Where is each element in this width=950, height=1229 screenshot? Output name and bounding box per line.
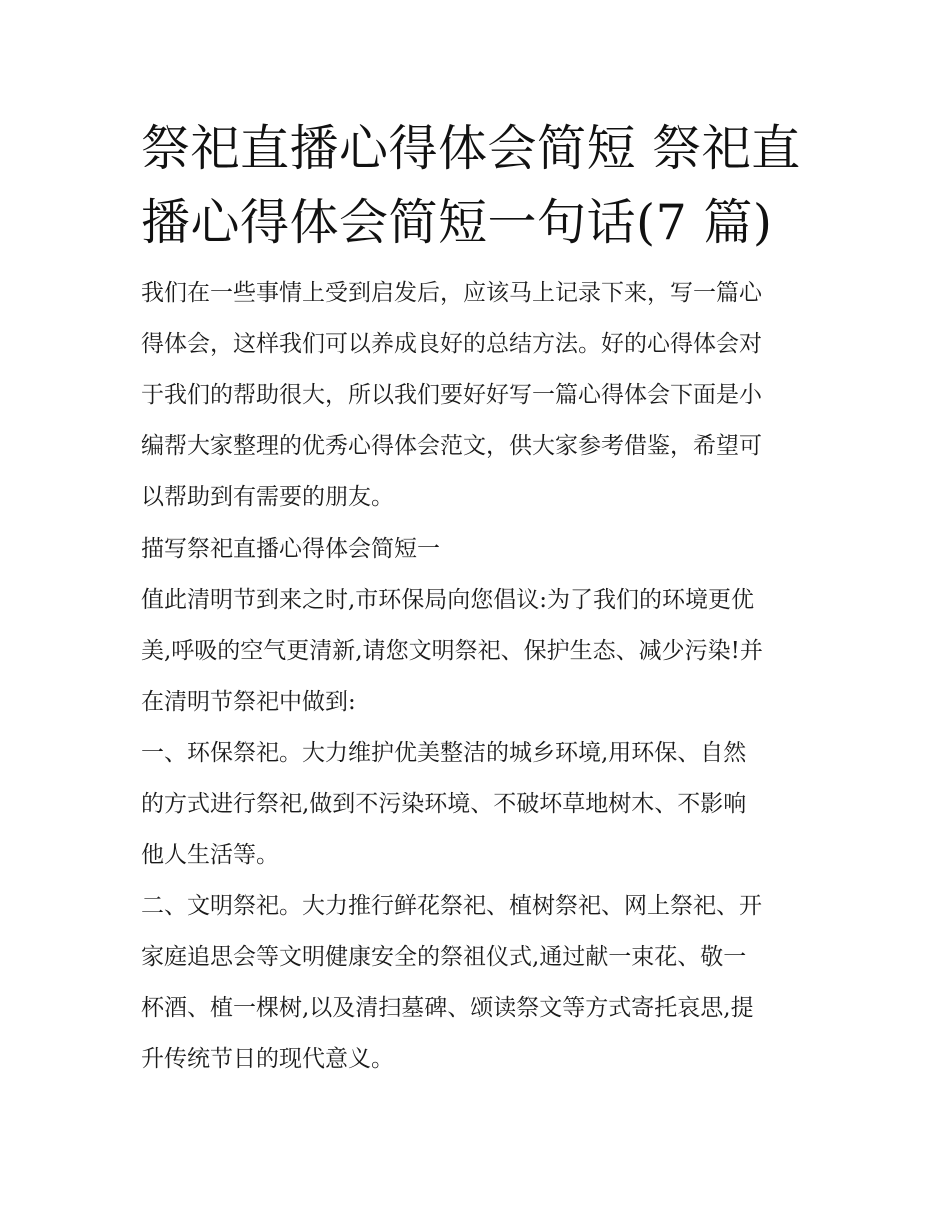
text-line: 在清明节祭祀中做到:: [141, 689, 356, 715]
text-line: 编帮大家整理的优秀心得体会范文，供大家参考借鉴，希望可: [141, 433, 762, 459]
text-line: 美,呼吸的空气更清新,请您文明祭祀、保护生态、减少污染!并: [141, 638, 763, 664]
text-line: 家庭追思会等文明健康安全的祭祖仪式,通过献一束花、敬一: [141, 944, 747, 970]
text-line: 一、环保祭祀。大力维护优美整洁的城乡环境,用环保、自然: [141, 740, 747, 766]
text-line: 二、文明祭祀。大力推行鲜花祭祀、植树祭祀、网上祭祀、开: [141, 893, 762, 919]
proposal-paragraph: [141, 575, 813, 728]
title-line-1: 祭祀直播心得体会简短 祭祀直: [141, 120, 801, 177]
document-page: [141, 112, 813, 1085]
text-line: 的方式进行祭祀,做到不污染环境、不破坏草地树木、不影响: [141, 791, 747, 817]
text-line: 以帮助到有需要的朋友。: [141, 484, 394, 510]
text-line: 我们在一些事情上受到启发后，应该马上记录下来，写一篇心: [141, 280, 762, 306]
text-line: 升传统节日的现代意义。: [141, 1046, 394, 1072]
title-line-2: 播心得体会简短一句话(7 篇): [141, 194, 773, 251]
document-body: [141, 268, 813, 1085]
section-heading: [141, 523, 813, 575]
text-line: 值此清明节到来之时,市环保局向您倡议:为了我们的环境更优: [141, 587, 755, 613]
text-line: 描写祭祀直播心得体会简短一: [141, 536, 440, 562]
document-title: [141, 112, 813, 260]
text-line: 杯酒、植一棵树,以及清扫墓碑、颂读祭文等方式寄托哀思,提: [141, 995, 754, 1021]
text-line: 得体会，这样我们可以养成良好的总结方法。好的心得体会对: [141, 331, 762, 357]
item-two-paragraph: [141, 881, 813, 1085]
text-line: 他人生活等。: [141, 842, 279, 868]
item-one-paragraph: [141, 728, 813, 881]
intro-paragraph: [141, 268, 813, 523]
text-line: 于我们的帮助很大，所以我们要好好写一篇心得体会下面是小: [141, 382, 762, 408]
